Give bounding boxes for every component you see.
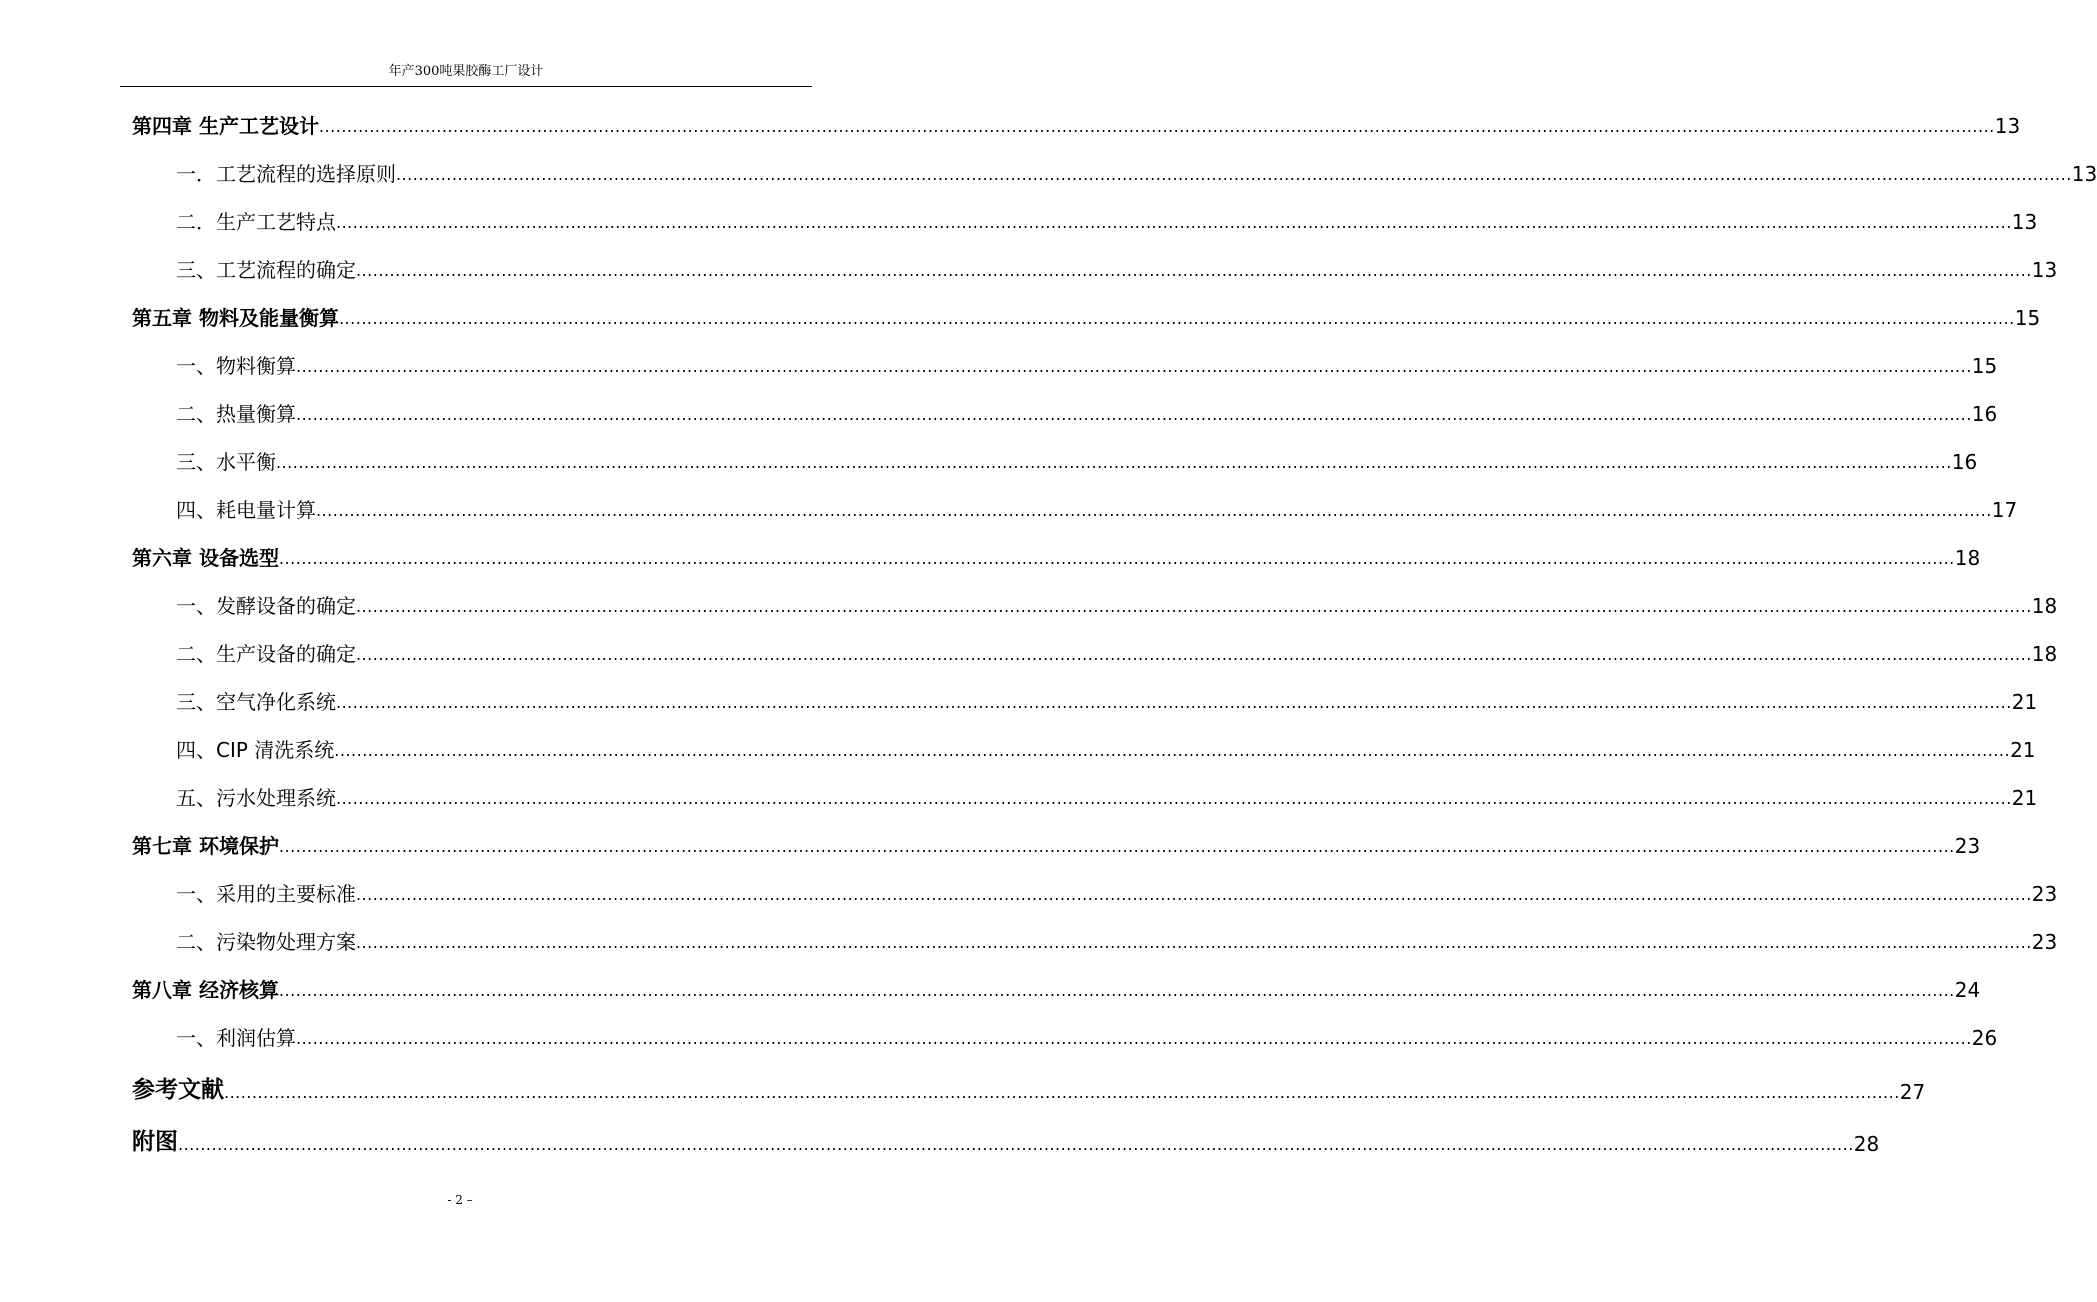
toc-entry-page: 16 <box>1971 402 1998 426</box>
dot-leader: ............................................................................................................................................................................................................................................................................................................ <box>296 1029 1972 1048</box>
toc-entry[interactable] <box>176 924 2058 954</box>
dot-leader: ............................................................................................................................................................................................................................................................................................................ <box>356 885 2032 904</box>
dot-leader: ............................................................................................................................................................................................................................................................................................................ <box>224 1083 1900 1102</box>
toc-entry-page: 13 <box>2071 162 2097 186</box>
dot-leader: ............................................................................................................................................................................................................................................................................................................ <box>396 165 2072 184</box>
toc-entry-title: 参考文献 <box>132 1077 224 1103</box>
toc-entry-title: 第四章 生产工艺设计 <box>132 114 319 138</box>
dot-leader: ............................................................................................................................................................................................................................................................................................................ <box>278 837 1955 856</box>
toc-entry-page: 23 <box>2031 930 2058 954</box>
dot-leader: ............................................................................................................................................................................................................................................................................................................ <box>334 741 2011 760</box>
toc-entry-page: 26 <box>1971 1026 1998 1050</box>
toc-entry-title: 三、工艺流程的确定 <box>176 258 356 282</box>
toc-entry-title: 第七章 环境保护 <box>132 834 279 858</box>
toc-entry-title: 附图 <box>132 1129 178 1155</box>
toc-entry-title: 四、耗电量计算 <box>176 498 316 522</box>
dot-leader: ............................................................................................................................................................................................................................................................................................................ <box>356 933 2032 952</box>
toc-entry-title: 第五章 物料及能量衡算 <box>132 306 339 330</box>
toc-entry-title: 第六章 设备选型 <box>132 546 279 570</box>
dot-leader: ............................................................................................................................................................................................................................................................................................................ <box>336 789 2012 808</box>
toc-entry-page: 21 <box>2010 738 2036 762</box>
toc-entry-page: 27 <box>1899 1080 1926 1104</box>
toc-entry-page: 15 <box>2014 306 2041 330</box>
toc-entry[interactable] <box>176 396 1998 426</box>
toc-entry-title: 一、利润估算 <box>176 1026 296 1050</box>
toc-entry-page: 16 <box>1951 450 1978 474</box>
toc-entry-title: 二．生产工艺特点 <box>176 210 336 234</box>
toc-entry-page: 28 <box>1853 1132 1880 1156</box>
toc-entry[interactable] <box>176 588 2058 618</box>
dot-leader: ............................................................................................................................................................................................................................................................................................................ <box>178 1135 1854 1154</box>
dot-leader: ............................................................................................................................................................................................................................................................................................................ <box>278 549 1955 568</box>
dot-leader: ............................................................................................................................................................................................................................................................................................................ <box>336 693 2012 712</box>
toc-entry-title: 一、物料衡算 <box>176 354 296 378</box>
toc-entry-title: 第八章 经济核算 <box>132 978 279 1002</box>
toc-entry-page: 18 <box>2031 642 2058 666</box>
toc-entry[interactable] <box>176 156 2097 186</box>
toc-entry[interactable] <box>176 204 2038 234</box>
dot-leader: ............................................................................................................................................................................................................................................................................................................ <box>356 261 2032 280</box>
dot-leader: ............................................................................................................................................................................................................................................................................................................ <box>278 981 1955 1000</box>
toc-entry[interactable] <box>132 108 2021 138</box>
toc-entry-page: 15 <box>1971 354 1998 378</box>
toc-entry-page: 21 <box>2011 690 2038 714</box>
toc-entry-page: 23 <box>2031 882 2058 906</box>
toc-entry[interactable] <box>176 348 1998 378</box>
toc-entry-title: 二、生产设备的确定 <box>176 642 356 666</box>
toc-entry-page: 21 <box>2011 786 2038 810</box>
page-number: - 2 – <box>447 1193 473 1207</box>
toc-entry-title: 一、发酵设备的确定 <box>176 594 356 618</box>
dot-leader: ............................................................................................................................................................................................................................................................................................................ <box>356 645 2032 664</box>
toc-entry[interactable] <box>176 732 2036 762</box>
toc-entry-page: 13 <box>2031 258 2058 282</box>
toc-entry[interactable] <box>176 684 2038 714</box>
page-number-footer <box>0 1192 920 1208</box>
toc-entry-title: 一．工艺流程的选择原则 <box>176 162 396 186</box>
toc-entry-page: 23 <box>1954 834 1981 858</box>
toc-entry-title: 三、空气净化系统 <box>176 690 336 714</box>
toc-entry-page: 24 <box>1954 978 1981 1002</box>
toc-entry[interactable] <box>176 876 2058 906</box>
dot-leader: ............................................................................................................................................................................................................................................................................................................ <box>296 405 1972 424</box>
running-header <box>120 62 812 87</box>
toc-entry-title: 三、水平衡 <box>176 450 276 474</box>
toc-entry[interactable] <box>132 1122 1880 1156</box>
dot-leader: ............................................................................................................................................................................................................................................................................................................ <box>316 501 1992 520</box>
dot-leader: ............................................................................................................................................................................................................................................................................................................ <box>356 597 2032 616</box>
toc-entry[interactable] <box>176 252 2058 282</box>
toc-entry[interactable] <box>132 1070 1926 1104</box>
dot-leader: ............................................................................................................................................................................................................................................................................................................ <box>318 117 1995 136</box>
toc-entry[interactable] <box>132 972 1981 1002</box>
dot-leader: ............................................................................................................................................................................................................................................................................................................ <box>276 453 1952 472</box>
toc-entry-title: 一、采用的主要标准 <box>176 882 356 906</box>
toc-entry-page: 18 <box>1954 546 1981 570</box>
dot-leader: ............................................................................................................................................................................................................................................................................................................ <box>336 213 2012 232</box>
toc-entry-title: 四、CIP 清洗系统 <box>176 738 335 762</box>
toc-entry-page: 18 <box>2031 594 2058 618</box>
toc-entry-title: 二、污染物处理方案 <box>176 930 356 954</box>
toc-entry[interactable] <box>176 492 2018 522</box>
dot-leader: ............................................................................................................................................................................................................................................................................................................ <box>338 309 2015 328</box>
toc-entry-title: 二、热量衡算 <box>176 402 296 426</box>
toc-entry-title: 五、污水处理系统 <box>176 786 336 810</box>
dot-leader: ............................................................................................................................................................................................................................................................................................................ <box>296 357 1972 376</box>
toc-entry[interactable] <box>132 300 2041 330</box>
toc-entry[interactable] <box>176 636 2058 666</box>
toc-entry-page: 13 <box>1994 114 2021 138</box>
toc-entry[interactable] <box>176 780 2038 810</box>
toc-entry[interactable] <box>132 540 1981 570</box>
toc-entry-page: 17 <box>1991 498 2018 522</box>
toc-entry-page: 13 <box>2011 210 2038 234</box>
toc-entry[interactable] <box>132 828 1981 858</box>
toc-entry[interactable] <box>176 1020 1998 1050</box>
toc-entry[interactable] <box>176 444 1978 474</box>
running-header-title: 年产300吨果胶酶工厂设计 <box>388 64 544 79</box>
